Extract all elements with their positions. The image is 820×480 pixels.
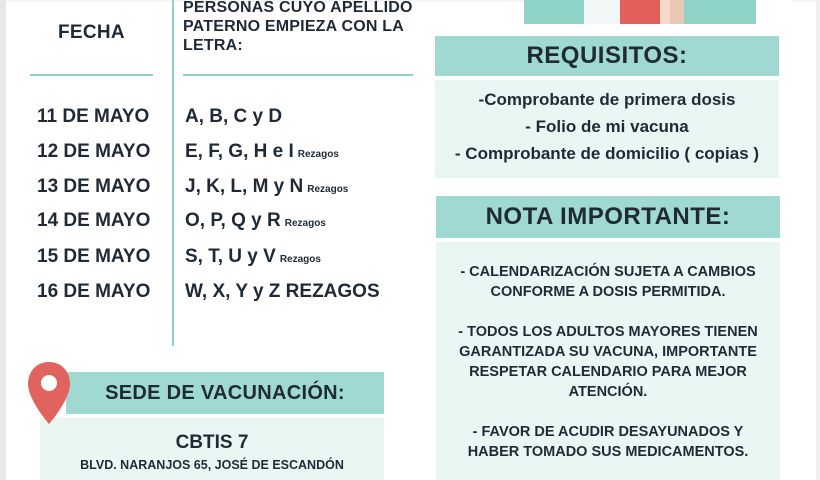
requisitos-list [435,80,779,178]
schedule-row [0,106,430,134]
schedule-letters: A, B, C y D [185,106,283,127]
requisitos-title: REQUISITOS: [435,36,779,76]
schedule-row [0,210,430,238]
right-border [816,0,820,480]
sede-address: BLVD. NARANJOS 65, JOSÉ DE ESCANDÓN [80,458,344,472]
schedule-date: 14 DE MAYO [37,210,151,231]
left-border [0,0,6,480]
sede-name: CBTIS 7 [175,432,249,453]
requisito-item: -Comprobante de primera dosis [478,90,736,109]
nota-title: NOTA IMPORTANTE: [436,196,780,238]
schedule-date: 11 DE MAYO [37,106,150,127]
schedule-letters: E, F, G, H e I Rezagos [185,141,339,162]
schedule-date: 12 DE MAYO [37,141,151,162]
schedule-letters: W, X, Y y Z REZAGOS [185,281,380,302]
illustration-fragment [524,0,792,24]
requisito-item: - Folio de mi vacuna [525,117,689,136]
schedule-date: 13 DE MAYO [37,176,151,197]
letras-header-rule [183,74,413,76]
sede-card [40,418,384,480]
sede-title: SEDE DE VACUNACIÓN: [66,372,384,414]
nota-paragraph: - FAVOR DE ACUDIR DESAYUNADOS Y HABER TOMADO SUS MEDICAMENTOS. [467,424,749,460]
requisito-item: - Comprobante de domicilio ( copias ) [454,144,760,163]
nota-body [436,242,780,480]
schedule-letters: J, K, L, M y N Rezagos [185,176,349,197]
schedule-row [0,176,430,204]
schedule-row [0,141,430,169]
location-pin-icon [26,360,72,426]
schedule-date: 15 DE MAYO [37,246,151,267]
rezagos-note: Rezagos [284,218,326,229]
rezagos-note: Rezagos [307,184,349,195]
rezagos-note: Rezagos [279,254,321,265]
fecha-header: FECHA [58,22,125,43]
schedule-row [0,246,430,274]
nota-paragraph: - TODOS LOS ADULTOS MAYORES TIENEN GARANTIZADA SU VACUNA, IMPORTANTE RESPETAR CALENDARIO PARA MEJOR ATENCIÓN. [458,324,758,400]
schedule-row [0,281,430,309]
schedule-letters: O, P, Q y R Rezagos [185,210,326,231]
schedule-date: 16 DE MAYO [37,281,151,302]
letras-header: PERSONAS CUYO APELLIDO PATERNO EMPIEZA CON LA LETRA: [183,0,413,54]
schedule-letters: S, T, U y V Rezagos [185,246,321,267]
rezagos-note: Rezagos [297,149,339,160]
fecha-header-rule [30,74,153,76]
nota-paragraph: - CALENDARIZACIÓN SUJETA A CAMBIOS CONFORME A DOSIS PERMITIDA. [460,264,756,300]
